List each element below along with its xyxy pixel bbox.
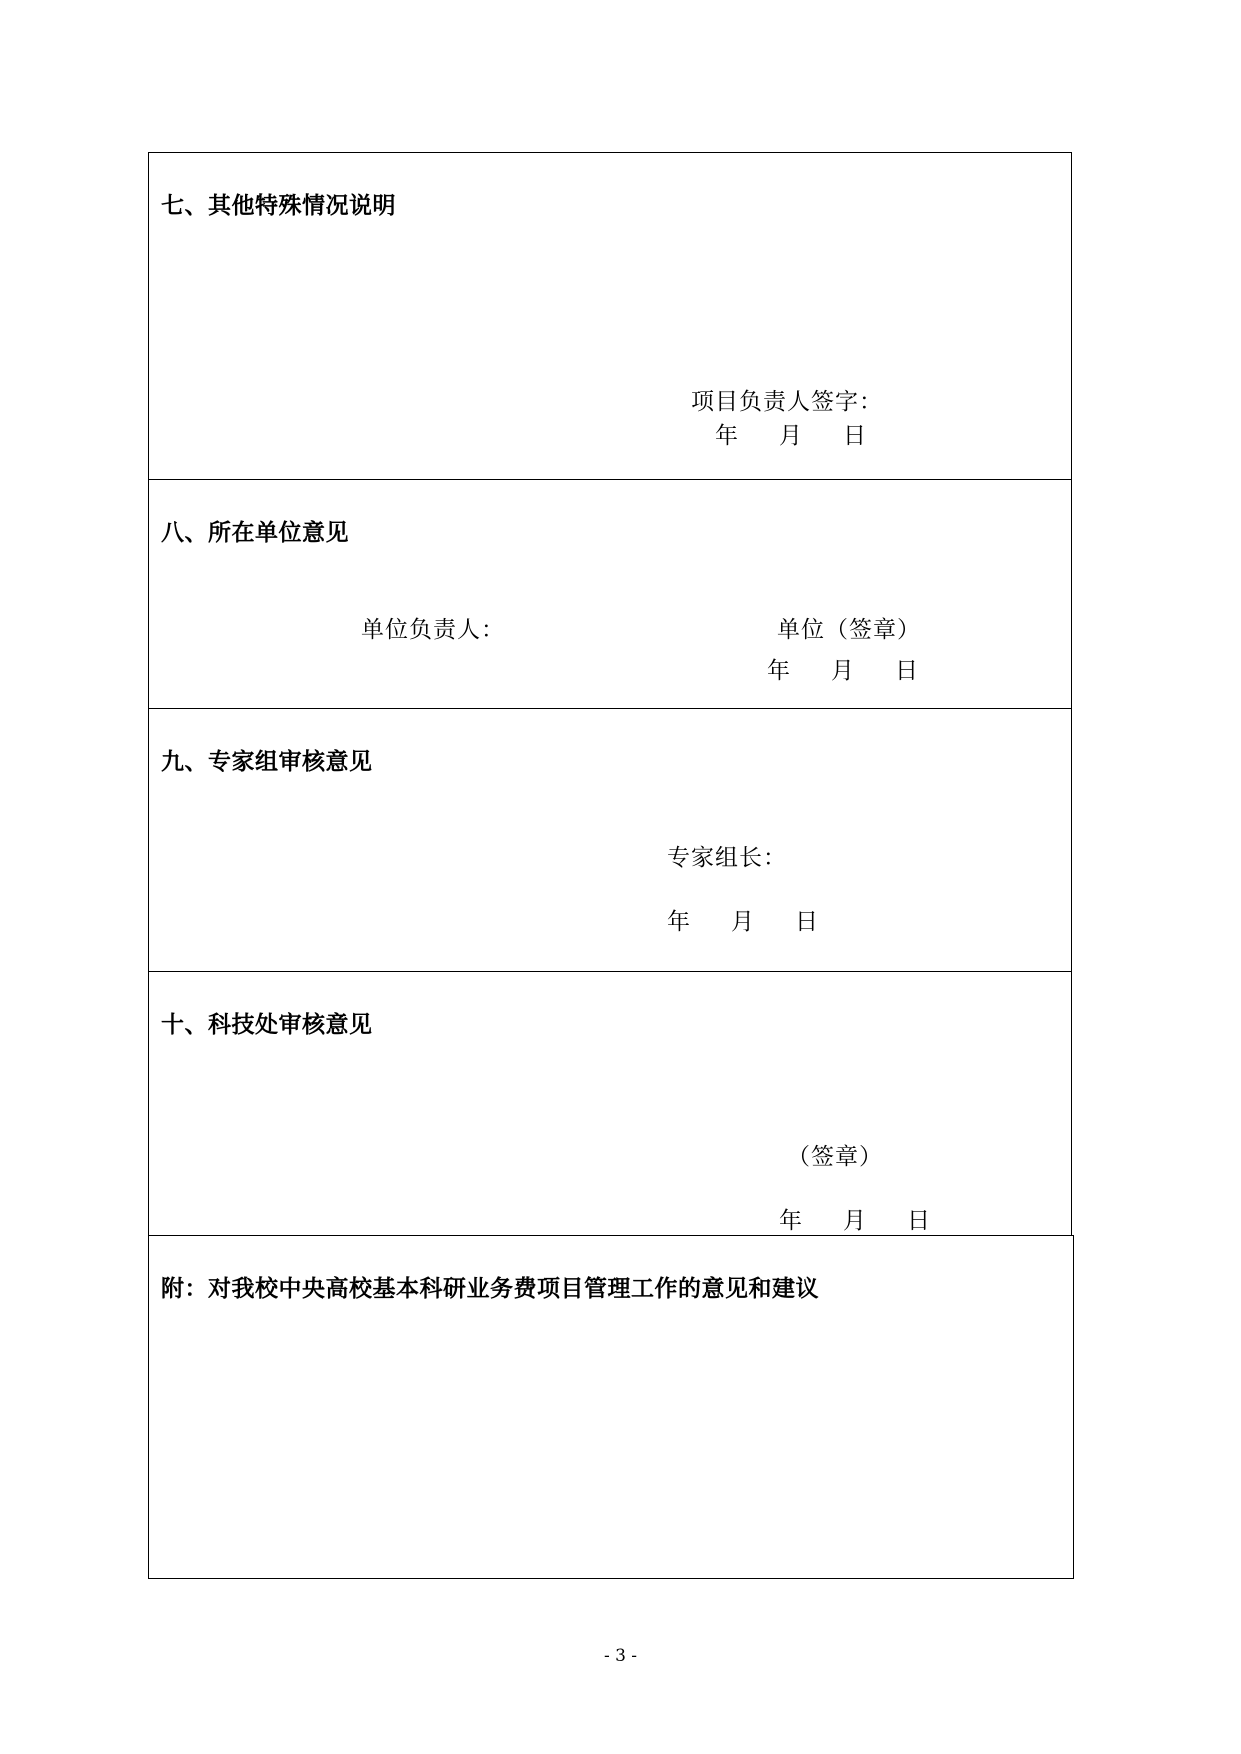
seal-label: （签章） [787,1144,883,1170]
date-line [715,417,867,450]
project-leader-signature-label: 项目负责人签字： [691,389,883,415]
section-heading: 七、其他特殊情况说明 [161,193,396,219]
month-label: 月 [731,909,755,935]
month-label: 月 [779,423,803,449]
section-unit-opinion [148,480,1072,709]
day-label: 日 [895,658,919,684]
section-heading: 八、所在单位意见 [161,520,349,546]
day-label: 日 [795,909,819,935]
month-label: 月 [831,658,855,684]
unit-seal-label: 单位（签章） [777,617,921,643]
year-label: 年 [779,1208,803,1234]
section-tech-office-review [148,972,1072,1235]
date-line [667,903,819,936]
expert-leader-label: 专家组长： [667,845,787,871]
section-appendix-suggestions [148,1235,1074,1579]
unit-leader-label: 单位负责人： [361,617,505,643]
month-label: 月 [843,1208,867,1234]
day-label: 日 [843,423,867,449]
section-expert-review [148,709,1072,972]
year-label: 年 [715,423,739,449]
section-heading: 九、专家组审核意见 [161,749,373,775]
date-line [779,1202,931,1235]
section-other-special-notes [148,152,1072,480]
section-heading: 十、科技处审核意见 [161,1012,373,1038]
day-label: 日 [907,1208,931,1234]
year-label: 年 [667,909,691,935]
year-label: 年 [767,658,791,684]
section-heading: 附：对我校中央高校基本科研业务费项目管理工作的意见和建议 [161,1276,819,1302]
date-line [767,652,919,685]
page-number: - 3 - [603,1646,638,1666]
